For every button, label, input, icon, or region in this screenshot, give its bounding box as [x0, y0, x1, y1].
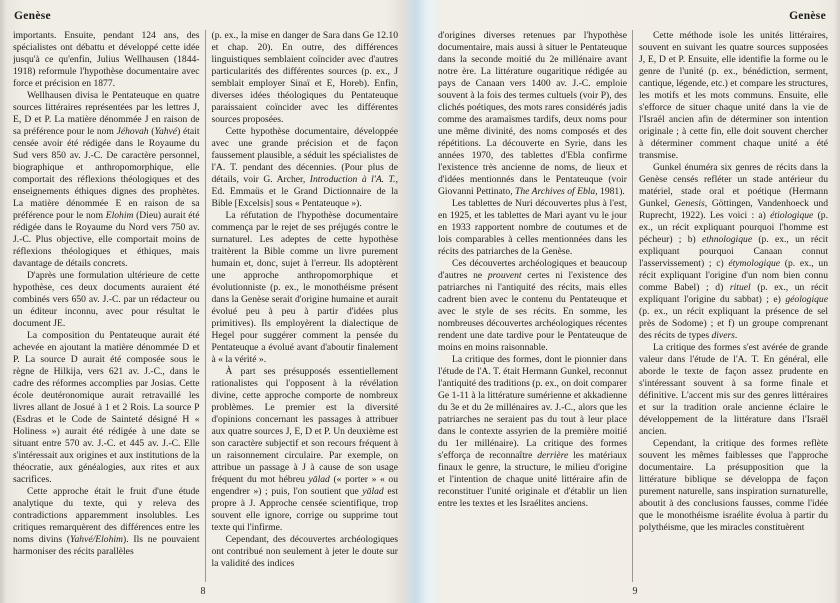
- paragraph: Gunkel énuméra six genres de récits dans la Genèse censés refléter un stade antérieur du matériel, stade oral et poétique (Hermann Gunkel, Genesis, Göttingen, Vandenhoeck und Ruprecht, 1922). Les voici : a) étiologique (p. ex., un récit expliquant pourquoi l'homme est pécheur) ; b) ethnologique (p. ex., un récit expliquant pourquoi Canaan connut l'asservissement) ; c) étymologique (p. ex., un récit expliquant l'origine d'un nom bien connu comme Babel) ; d) rituel (p. ex., un récit expliquant l'origine du sabbat) ; e) géologique (p. ex., un récit expliquant la présence de sel près de Sodome) ; et f) un groupe comprenant des récits de types divers.: [639, 162, 828, 341]
- text-column-1: [13, 30, 205, 582]
- page-right: [430, 0, 840, 603]
- text-column-1: [438, 30, 632, 582]
- paragraph: Wellhausen divisa le Pentateuque en quatre sources littéraires représentées par les lettres J, E, D et P. La matière dénommée J en raison de sa préférence pour le nom Jéhovah (Yahvé) était censée avoir été rédigée dans le Royaume du Sud vers 850 av. J.-C. De caractère personnel, biographique et anthropomorphique, elle comportait des réflexions théologiques et des enseignements éthiques dignes des prophètes. La matière dénommée E en raison de sa préférence pour le nom Elohim (Dieu) aurait été rédigée dans le Royaume du Nord vers 750 av. J.-C. Plus objective, elle comportait moins de réflexions théologiques et éthiques, mais davantage de détails concrets.: [13, 90, 200, 269]
- paragraph: Cependant, des découvertes archéologiques ont contribué non seulement à jeter le doute sur la validité des indices: [211, 534, 398, 569]
- text-column-2: [632, 30, 828, 582]
- paragraph: La composition du Pentateuque aurait été achevée en ajoutant la matière dénommée D et P. La source D aurait été composée sous le règne de Hilkija, vers 621 av. J.-C., dans le cadre des réformes accomplies par Josias. Cette école deutéronomique aurait retravaillé les livres allant de Josué à 1 et 2 Rois. La source P (Esdras et le Code de Sainteté désigné H « Holiness ») aurait été rédigée à une date se situant entre 570 av. J.-C. et 445 av. J.-C. Elle s'intéressait aux origines et aux institutions de la théocratie, aux généalogies, aux rites et aux sacrifices.: [13, 330, 200, 485]
- paragraph: La critique des formes s'est avérée de grande valeur dans l'étude de l'A. T. En général, elle aborde le texte de façon assez prudente en s'intéressant souvent à sa forme finale et définitive. L'accent mis sur des genres littéraires et sur la tradition orale ancienne éclaire le développement de la littérature dans l'Israël ancien.: [639, 342, 828, 437]
- text-column-2: [205, 30, 399, 582]
- page-number-right: 9: [632, 586, 638, 597]
- paragraph: D'après une formulation ultérieure de cette hypothèse, ces deux documents auraient été combinés vers 650 av. J.-C. par un rédacteur ou un éditeur inconnu, avec pour résultat le document JE.: [13, 270, 200, 329]
- two-column-layout: [0, 26, 406, 582]
- paragraph: Cette approche était le fruit d'une étude analytique du texte, qui y releva des contradictions apparemment insolubles. Les critiques remarquèrent des différences entre les noms divins (Yahvé/Elohim). Ils ne pouvaient harmoniser des récits parallèles: [13, 486, 200, 557]
- page-number-left: 8: [200, 586, 206, 597]
- paragraph: Les tablettes de Nuri découvertes plus à l'est, en 1925, et les tablettes de Mari ayant vu le jour en 1933 rapportent nombre de coutumes et de lois comparables à celles mentionnées dans les récits des patriarches de la Genèse.: [438, 198, 627, 257]
- paragraph: Cette hypothèse documentaire, développée avec une grande précision et de façon faussement plausible, a séduit les spécialistes de l'A. T. pendant des décennies. (Pour plus de détails, voir G. Archer, Introduction à l'A. T., Ed. Emmaüs et le Grand Dictionnaire de la Bible [Excelsis] sous « Pentateuque »).: [211, 126, 398, 209]
- paragraph: Cette méthode isole les unités littéraires, souvent en suivant les quatre sources supposées J, E, D et P. Ensuite, elle identifie la forme ou le genre de l'unité (p. ex., bénédiction, serment, cantique, légende, etc.) et compare les structures, les motifs et les mots communs. Ensuite, elle s'efforce de situer chaque unité dans la vie de l'Israël ancien afin de déterminer son intention originale ; à cette fin, elle doit souvent chercher à déterminer comment chaque unité a été transmise.: [639, 30, 828, 161]
- two-column-layout: [430, 26, 840, 582]
- page-left: [0, 0, 406, 603]
- paragraph: importants. Ensuite, pendant 124 ans, des spécialistes ont débattu et développé cette idée jusqu'à ce qu'enfin, Julius Wellhausen (1844-1918) reformule l'hypothèse documentaire avec force et précision en 1877.: [13, 30, 200, 89]
- paragraph: Cependant, la critique des formes reflète souvent les mêmes faiblesses que l'approche documentaire. La présupposition que la littérature biblique se développa de façon purement naturelle, sans inspiration surnaturelle, aboutit à des conclusions fausses, comme l'idée que le monothéisme israélite évolua à partir du polythéisme, que les miracles constituèrent: [639, 438, 828, 533]
- paragraph: La critique des formes, dont le pionnier dans l'étude de l'A. T. était Hermann Gunkel, reconnut l'antiquité des traditions (p. ex., on doit comparer Ge 1-11 à la littérature sumérienne et akkadienne du 3e et du 2e millénaires av. J.-C., alors que les patriarches ne seraient pas du tout à leur place dans le contexte assyrien de la première moitié du 1er millénaire). La critique des formes s'efforça de reconnaître derrière les matériaux finaux le genre, la structure, le milieu d'origine et l'intention de chaque unité littéraire afin de reconstituer l'unité originale et d'établir un lien entre les textes et les Israélites anciens.: [438, 354, 628, 509]
- running-header-right: Genèse: [789, 10, 826, 22]
- paragraph: (p. ex., la mise en danger de Sara dans Ge 12.10 et chap. 20). En outre, des différences linguistiques semblaient coïncider avec d'autres particularités des différentes sources (p. ex., J semblait employer Sinaï et E, Horeb). Enfin, diverses idées théologiques du Pentateuque paraissaient coïncider avec les différentes sources proposées.: [211, 30, 398, 125]
- paragraph: La réfutation de l'hypothèse documentaire commença par le rejet de ses préjugés contre le surnaturel. Les adeptes de cette hypothèse traitèrent la Bible comme un livre purement humain et, donc, sujet à l'erreur. Ils adoptèrent une approche anthropomorphique et évolutionniste (p. ex., le monothéisme présent dans la Genèse serait d'origine humaine et aurait évolué peu à peu à partir d'idées plus primitives). Ils employèrent la dialectique de Hegel pour suggérer comment la pensée du Pentateuque a évolué avant d'aboutir finalement à « la vérité ».: [211, 210, 398, 365]
- running-header-left: Genèse: [14, 10, 51, 22]
- paragraph: Ces découvertes archéologiques et beaucoup d'autres ne prouvent certes ni l'existence des patriarches ni l'antiquité des récits, mais elles cadrent bien avec le contenu du Pentateuque et avec le style de ses récits. En somme, les nombreuses découvertes archéologiques récentes rendent une date tardive pour le Pentateuque de moins en moins raisonnable.: [438, 258, 627, 353]
- paragraph: d'origines diverses retenues par l'hypothèse documentaire, mais aussi à situer le Pentateuque dans la seconde moitié du 2e millénaire avant notre ère. La littérature ougaritique rédigée au pays de Canaan vers 1400 av. J.-C. emploie souvent à la fois des termes cultuels (voir P), des clichés poétiques, des mots rares considérés jadis comme des aramaïsmes tardifs, deux noms pour une même divinité, des noms composés et des répétitions. La découverte en Syrie, dans les années 1970, des tablettes d'Ebla confirme l'existence très ancienne de noms, de lieux et d'idées mentionnés dans le Pentateuque (voir Giovanni Pettinato, The Archives of Ebla, 1981).: [438, 30, 627, 197]
- paragraph: À part ses présupposés essentiellement rationalistes qui l'opposent à la révélation divine, cette approche comporte de nombreux problèmes. Le premier est la diversité d'opinions concernant les passages à attribuer aux quatre sources J, E, D et P. Un deuxième est son caractère subjectif et son recours fréquent à un raisonnement circulaire. Par exemple, on attribue un passage à J à cause de son usage fréquent du mot hébreu yālad (« porter » « ou engendrer ») ; puis, l'on soutient que yālad est propre à J. Approche censée scientifique, trop souvent elle ignore, corrige ou supprime tout texte qui l'infirme.: [211, 366, 398, 533]
